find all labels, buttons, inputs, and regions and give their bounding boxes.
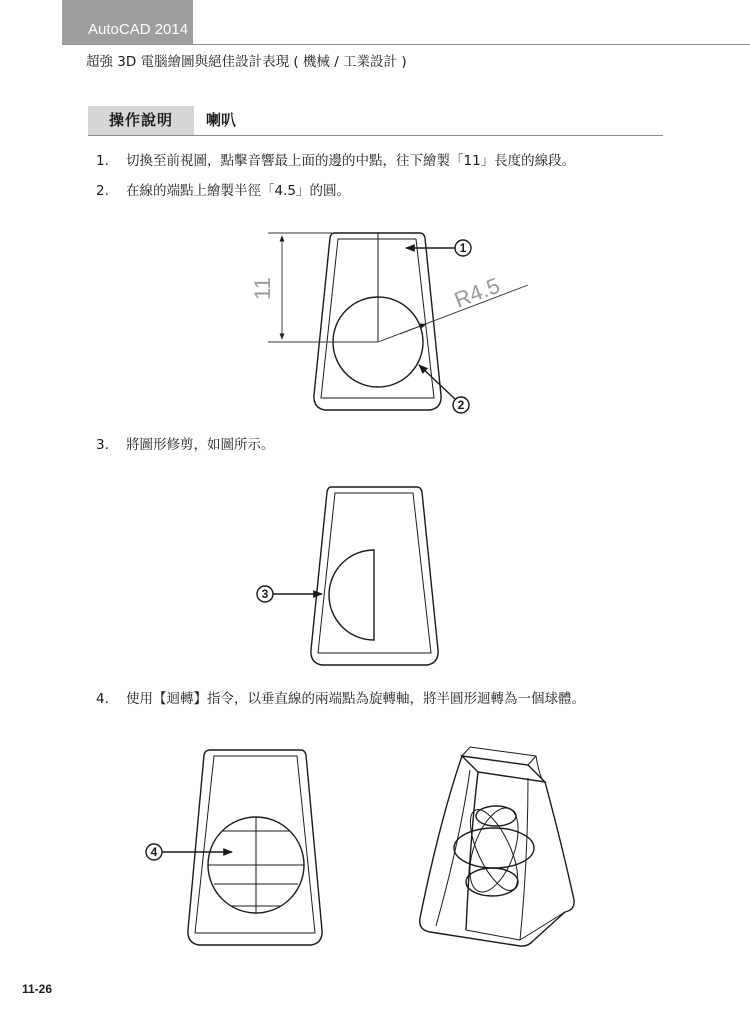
figure-3-isometric-view [420,747,574,946]
step-text: 使用【迴轉】指令，以垂直線的兩端點為旋轉軸，將半圓形迴轉為一個球體。 [126,691,585,707]
book-subtitle: 超強 3D 電腦繪圖與絕佳設計表現 ( 機械 / 工業設計 ) [86,54,407,70]
step-text: 將圖形修剪，如圖所示。 [126,437,275,453]
iso-sphere-equator [454,828,534,868]
callout-2-arrow [419,365,455,399]
callout-3-number: 3 [261,587,269,601]
step-number: 2. [96,183,109,199]
iso-left-edge [420,756,462,932]
iso-right-edge [545,782,574,912]
step-number: 3. [96,437,109,453]
callout-1-number: 1 [459,241,467,255]
figure-3-front-view [146,750,322,945]
section-title: 喇叭 [206,111,237,129]
dimension-label-11: 11 [250,277,275,300]
step-number: 1. [96,153,109,169]
iso-base [430,912,565,946]
iso-top-edge [462,747,470,756]
iso-inner-lines [436,770,565,940]
figure-2-trimmed [257,487,438,665]
callout-4-number: 4 [150,845,158,859]
section-label: 操作說明 [88,106,194,135]
figure-1-speaker-front [250,233,528,413]
half-circle [329,550,374,640]
iso-top-edge [528,756,536,765]
step-number: 4. [96,691,109,707]
page-number: 11-26 [22,982,53,996]
step-text: 切換至前視圖，點擊音響最上面的邊的中點，往下繪製「11」長度的線段。 [126,153,576,169]
radius-label: R4.5 [450,272,504,313]
speaker-outline [188,750,322,945]
callout-2-number: 2 [457,398,465,412]
iso-top-back [470,747,536,756]
header-tab: AutoCAD 2014 [62,0,193,44]
iso-front-left-edge [466,772,478,930]
iso-sphere-lower [466,868,518,896]
step-text: 在線的端點上繪製半徑「4.5」的圓。 [126,183,350,199]
